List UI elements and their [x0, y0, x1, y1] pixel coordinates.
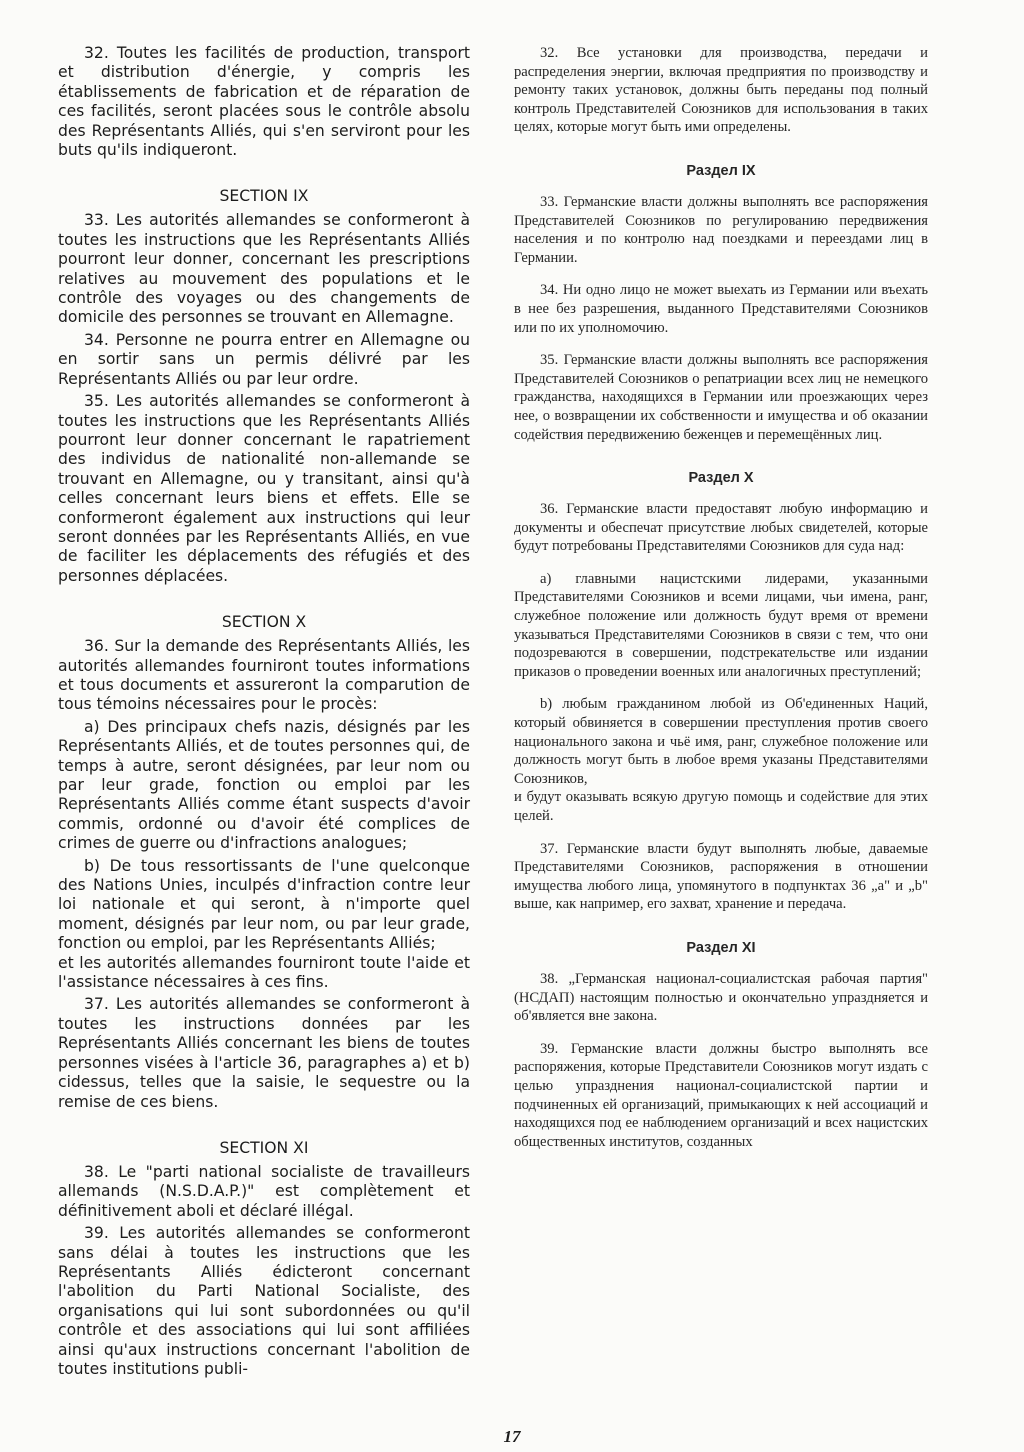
fr-article-36b: b) De tous ressortissants de l'une quelconque des Nations Unies, inculpés d'infraction contre leur loi nationale et qui seront, à n'importe quel moment, désignés par leur nom, ou par leur grade, fonction ou emploi, par les Représentants Alliés;	[58, 856, 470, 953]
fr-article-36-closing: et les autorités allemandes fourniront toute l'aide et l'assistance nécessaires à ces fins.	[58, 953, 470, 992]
ru-article-39: 39. Германские власти должны быстро выполнять все распоряжения, которые Представители Союзников могут издать с целью упразднения национал-социалистской партии и подчиненных ей организаций, примыкающих к ней ассоциаций и находящихся под ее наблюдением организаций и всех нацистских общественных институтов, созданных	[514, 1040, 928, 1150]
fr-article-39: 39. Les autorités allemandes se conformeront sans délai à toutes les instructions que les Représentants Alliés édicteront concernant l'abolition du Parti National Socialiste, des organisations qui lui sont subordonnées ou qu'il contrôle et des associations qui lui sont affiliées ainsi qu'aux instructions concernant l'abolition de toutes institutions publi-	[58, 1224, 470, 1378]
fr-section-xi-heading: SECTION XI	[219, 1138, 309, 1157]
ru-article-36a: а) главными нацистскими лидерами, указанными Представителями Союзников и всеми лицами, чьи имена, ранг, служебное положение или должность будут время от времени указываться Представителями Союзников в связи с тем, что они подозреваются в совершении, подстрекательстве или издании приказов о проведении военных или аналогичных преступлений;	[514, 570, 928, 680]
page-number: 17	[503, 1427, 521, 1446]
ru-article-37: 37. Германские власти будут выполнять любые, даваемые Представителями Союзников, распоряжения в отношении имущества любого лица, упомянутого в подпунктах 36 „a" и „b" выше, как например, его захват, хранение и передача.	[514, 840, 928, 913]
ru-article-33: 33. Германские власти должны выполнять все распоряжения Представителей Союзников по регулированию передвижения населения и по контролю над поездками и переездами лиц в Германии.	[514, 193, 928, 266]
ru-article-36-closing: и будут оказывать всякую другую помощь и содействие для этих целей.	[514, 789, 928, 824]
fr-section-x-heading: SECTION X	[221, 613, 307, 632]
fr-article-38: 38. Le "parti national socialiste de travailleurs allemands (N.S.D.A.P.)" est complètement et définitivement aboli et déclaré illégal.	[58, 1162, 470, 1220]
fr-article-35: 35. Les autorités allemandes se conformeront à toutes les instructions que les Représentants Alliés pourront leur donner concernant le rapatriement des individus de nationalité non-allemande se trouvant en Allemagne, ou y transitant, ainsi qu'à celles concernant leurs biens et effets. Elle se conformeront également aux instructions qui leur seront données par les Représentants Alliés, en vue de faciliter les déplacements des réfugiés et des personnes déplacées.	[58, 392, 470, 585]
ru-article-34: 34. Ни одно лицо не может выехать из Германии или въехать в нее без разрешения, выданного Представителями Союзников или по их уполномочию.	[514, 282, 928, 336]
ru-article-38: 38. „Германская национал-социалистская рабочая партия" (НСДАП) настоящим полностью и окончательно упраздняется и об'является вне закона.	[514, 970, 928, 1025]
fr-article-36: 36. Sur la demande des Représentants Alliés, les autorités allemandes fourniront toutes informations et tous documents et assureront la comparution de tous témoins nécessaires pour le procès:	[58, 637, 470, 714]
ru-article-36: 36. Германские власти предоставят любую информацию и документы и обеспечат присутствие любых свидетелей, которые будут потребованы Представителями Союзников для суда над:	[514, 501, 928, 555]
ru-section-xi-heading: Раздел XI	[686, 939, 756, 956]
fr-article-37: 37. Les autorités allemandes se conformeront à toutes les instructions données par les Représentants Alliés concernant les biens de toutes personnes visées à l'article 36, paragraphes a) et b) cidessus, telles que la saisie, le sequestre ou la remise de ces biens.	[58, 995, 470, 1111]
ru-article-35: 35. Германские власти должны выполнять все распоряжения Представителей Союзников о репатриации всех лиц не немецкого гражданства, находящихся в Германии или проезжающих через нее, о возвращении их собственности и имущества и об оказании содействия передвижению беженцев и перемещённых лиц.	[514, 352, 928, 443]
ru-section-x-heading: Раздел X	[688, 470, 754, 487]
fr-section-ix-heading: SECTION IX	[219, 187, 309, 206]
fr-article-32: 32. Toutes les facilités de production, transport et distribution d'énergie, y compris les établissements de fabrication et de réparation de ces facilités, seront placées sous le contrôle absolu des Représentants Alliés, qui s'en serviront pour les buts qu'ils indiqueront.	[58, 44, 470, 160]
fr-article-33: 33. Les autorités allemandes se conformeront à toutes les instructions que les Représentants Alliés pourront leur donner, concernant les prescriptions relatives au mouvement des populations et le contrôle des voyages ou des changements de domicile des personnes se trouvant en Allemagne.	[58, 211, 470, 327]
fr-article-36a: a) Des principaux chefs nazis, désignés par les Représentants Alliés, et de toutes personnes qui, de temps à autre, seront désignées, par leur nom ou par leur grade, fonction ou emploi par les Représentants Alliés comme étant suspects d'avoir commis, ordonné ou d'avoir été complices de crimes de guerre ou d'infractions analogues;	[58, 717, 470, 853]
ru-section-ix-heading: Раздел IX	[686, 162, 756, 179]
ru-article-36b: b) любым гражданином любой из Об'единенных Наций, который обвиняется в совершении преступления против своего национального закона и чьё имя, ранг, служебное положение или должность могут быть в любое время указаны Представителями Союзников,	[514, 696, 928, 787]
russian-column	[514, 44, 928, 1165]
french-column	[58, 44, 470, 1382]
ru-article-32: 32. Все установки для производства, передачи и распределения энергии, включая предприятия по производству и ремонту таких установок, должны быть переданы под полный контроль Представителей Союзников для использования в таких целях, которые могут быть ими определены.	[514, 45, 928, 136]
fr-article-34: 34. Personne ne pourra entrer en Allemagne ou en sortir sans un permis délivré par les Représentants Alliés ou par leur ordre.	[58, 330, 470, 388]
